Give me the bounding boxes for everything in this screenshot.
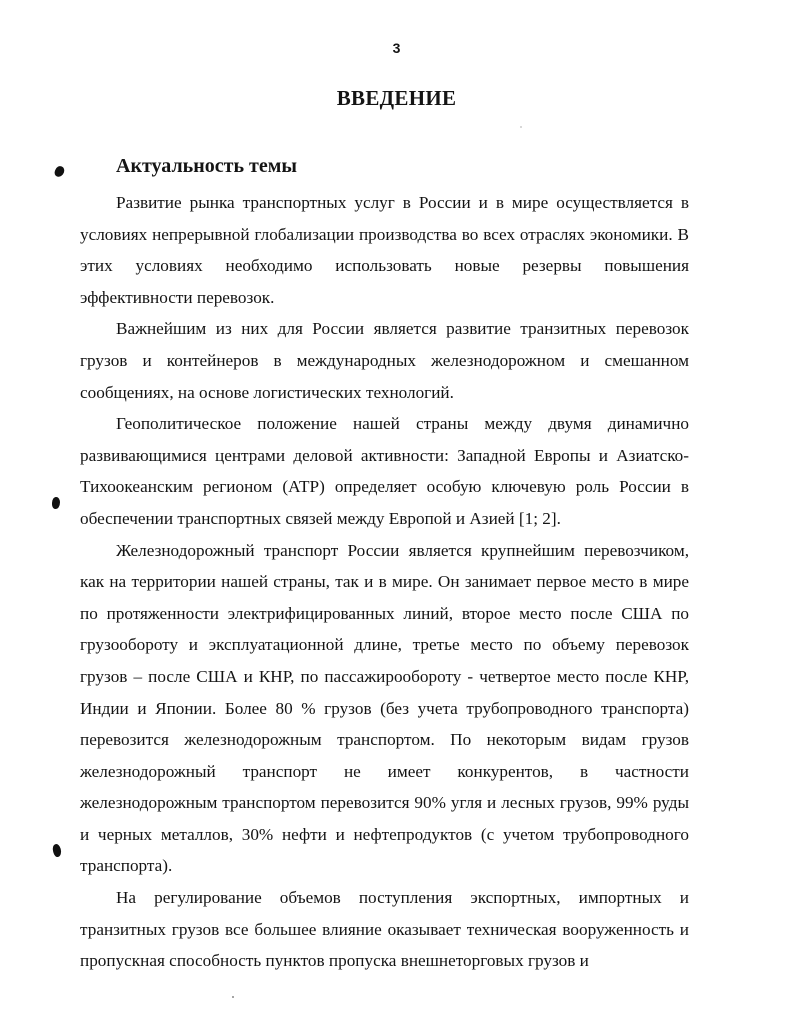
paragraph-5: На регулирование объемов поступления экспортных, импортных и транзитных грузов все большее влияние оказывает техническая вооруженность и пропускная способность пунктов пропуска внешнеторговых грузов и [80,888,689,971]
scan-speck [520,126,522,128]
paragraph-3: Геополитическое положение нашей страны между двумя динамично развивающимися центрами деловой активности: Западной Европы и Азиатско-Тихоокеанским регионом (АТР) определяет особую ключевую роль России в обеспечении транспортных связей между Европой и Азией [1; 2]. [80,414,689,528]
paragraph-2: Важнейшим из них для России является развитие транзитных перевозок грузов и контейнеров в международных железнодорожном и смешанном сообщениях, на основе логистических технологий. [80,319,689,402]
page-title: ВВЕДЕНИЕ [336,86,457,110]
binding-hole-mark-icon [52,497,60,509]
scan-speck [232,996,234,998]
paragraph-4: Железнодорожный транспорт России является крупнейшим перевозчиком, как на территории нашей страны, так и в мире. Он занимает первое место в мире по протяженности электрифицированных линий, второе место после США по грузообороту и эксплуатационной длине, третье место по объему перевозок грузов – после США и КНР, по пассажирообороту - четвертое место после КНР, Индии и Японии. Более 80 % грузов (без учета трубопроводного транспорта) перевозится железнодорожным транспортом. По некоторым видам грузов железнодорожный транспорт не имеет конкурентов, в частности железнодорожным транспортом перевозится 90% угля и лесных грузов, 99% руды и черных металлов, 30% нефти и нефтепродуктов (с учетом трубопроводного транспорта). [80,540,689,876]
paragraph-1: Развитие рынка транспортных услуг в России и в мире осуществляется в условиях непрерывной глобализации производства во всех отраслях экономики. В этих условиях необходимо использовать новые резервы повышения эффективности перевозок. [80,193,689,307]
body-text [80,187,689,977]
binding-hole-mark-icon [53,165,65,178]
binding-hole-mark-icon [51,843,62,858]
section-heading: Актуальность темы [116,155,297,177]
page-number: 3 [392,40,401,56]
